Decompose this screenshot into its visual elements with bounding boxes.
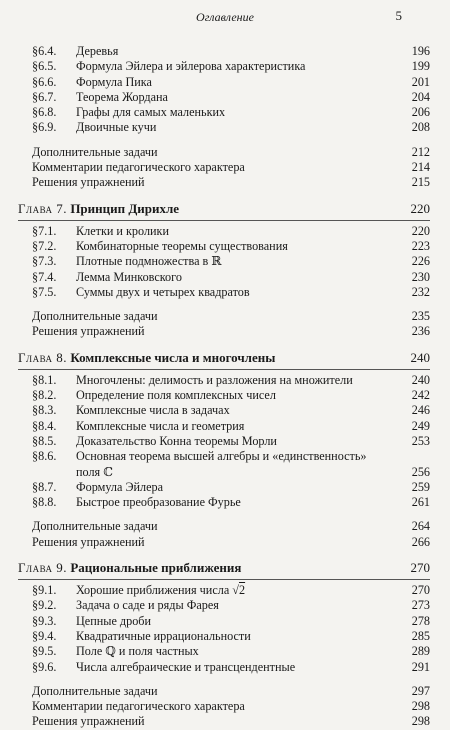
toc-extra[interactable]: Решения упражнений 236 [32,324,430,339]
toc-extra[interactable]: Комментарии педагогического характера 298 [32,699,430,714]
toc-section[interactable]: §9.6. Числа алгебраические и трансцендентные 291 [32,659,430,674]
toc-section[interactable]: §6.5. Формула Эйлера и эйлерова характеристика 199 [32,59,430,74]
chapter-9-heading[interactable]: Глава 9. Рациональные приближения 270 [18,560,430,576]
toc-section[interactable]: §7.5. Суммы двух и четырех квадратов 232 [32,284,430,299]
toc-extra[interactable]: Комментарии педагогического характера 214 [32,160,430,175]
table-of-contents [18,44,430,730]
toc-extra[interactable]: Дополнительные задачи 235 [32,309,430,324]
toc-extra[interactable]: Дополнительные задачи 212 [32,144,430,159]
toc-section[interactable]: §7.2. Комбинаторные теоремы существования 223 [32,238,430,253]
toc-section[interactable]: §6.7. Теорема Жордана 204 [32,89,430,104]
toc-section[interactable]: §8.8. Быстрое преобразование Фурье 261 [32,495,430,510]
toc-extra[interactable]: Решения упражнений 298 [32,714,430,729]
toc-section[interactable]: §6.9. Двоичные кучи 208 [32,120,430,135]
toc-section[interactable]: §9.3. Цепные дроби 278 [32,613,430,628]
sqrt-radicand: 2 [239,583,246,598]
toc-section[interactable]: §8.6. Основная теорема высшей алгебры и «единственность» [32,449,367,464]
toc-section[interactable]: §7.3. Плотные подмножества в ℝ 226 [32,254,430,269]
toc-extra[interactable]: Решения упражнений 215 [32,175,430,190]
sqrt-symbol: √ [232,583,239,598]
toc-section[interactable]: §8.7. Формула Эйлера 259 [32,479,430,494]
page-header [0,8,450,26]
toc-section[interactable]: §6.6. Формула Пика 201 [32,74,430,89]
toc-section[interactable]: §6.4. Деревья 196 [32,44,430,58]
toc-section[interactable]: §6.8. Графы для самых маленьких 206 [32,105,430,120]
toc-section[interactable]: §8.4. Комплексные числа и геометрия 249 [32,418,430,433]
toc-section[interactable]: §8.5. Доказательство Конна теоремы Морли 253 [32,433,430,448]
toc-section[interactable]: §8.3. Комплексные числа в задачах 246 [32,403,430,418]
toc-extra[interactable]: Решения упражнений 266 [32,534,430,549]
toc-section[interactable]: §9.2. Задача о саде и ряды Фарея 273 [32,598,430,613]
toc-section[interactable]: §7.4. Лемма Минковского 230 [32,269,430,284]
toc-section[interactable]: §9.1. Хорошие приближения числа √2 270 [32,583,430,598]
chapter-divider [18,220,430,221]
toc-section-continuation[interactable]: поля ℂ 256 [76,464,430,479]
toc-extra[interactable]: Дополнительные задачи 264 [32,519,430,534]
page-number: 5 [395,8,402,23]
chapter-divider [18,579,430,580]
chapter-8-heading[interactable]: Глава 8. Комплексные числа и многочлены 240 [18,349,430,365]
chapter-7-heading[interactable]: Глава 7. Принцип Дирихле 220 [18,200,430,216]
toc-section[interactable]: §8.1. Многочлены: делимость и разложения на множители 240 [32,372,430,387]
toc-section[interactable]: §7.1. Клетки и кролики 220 [32,223,430,238]
toc-section[interactable]: §8.2. Определение поля комплексных чисел 242 [32,388,430,403]
running-title: Оглавление [196,10,254,24]
toc-extra[interactable]: Дополнительные задачи 297 [32,683,430,698]
toc-section[interactable]: §9.5. Поле ℚ и поля частных 289 [32,644,430,659]
chapter-divider [18,369,430,370]
toc-section[interactable]: §9.4. Квадратичные иррациональности 285 [32,628,430,643]
